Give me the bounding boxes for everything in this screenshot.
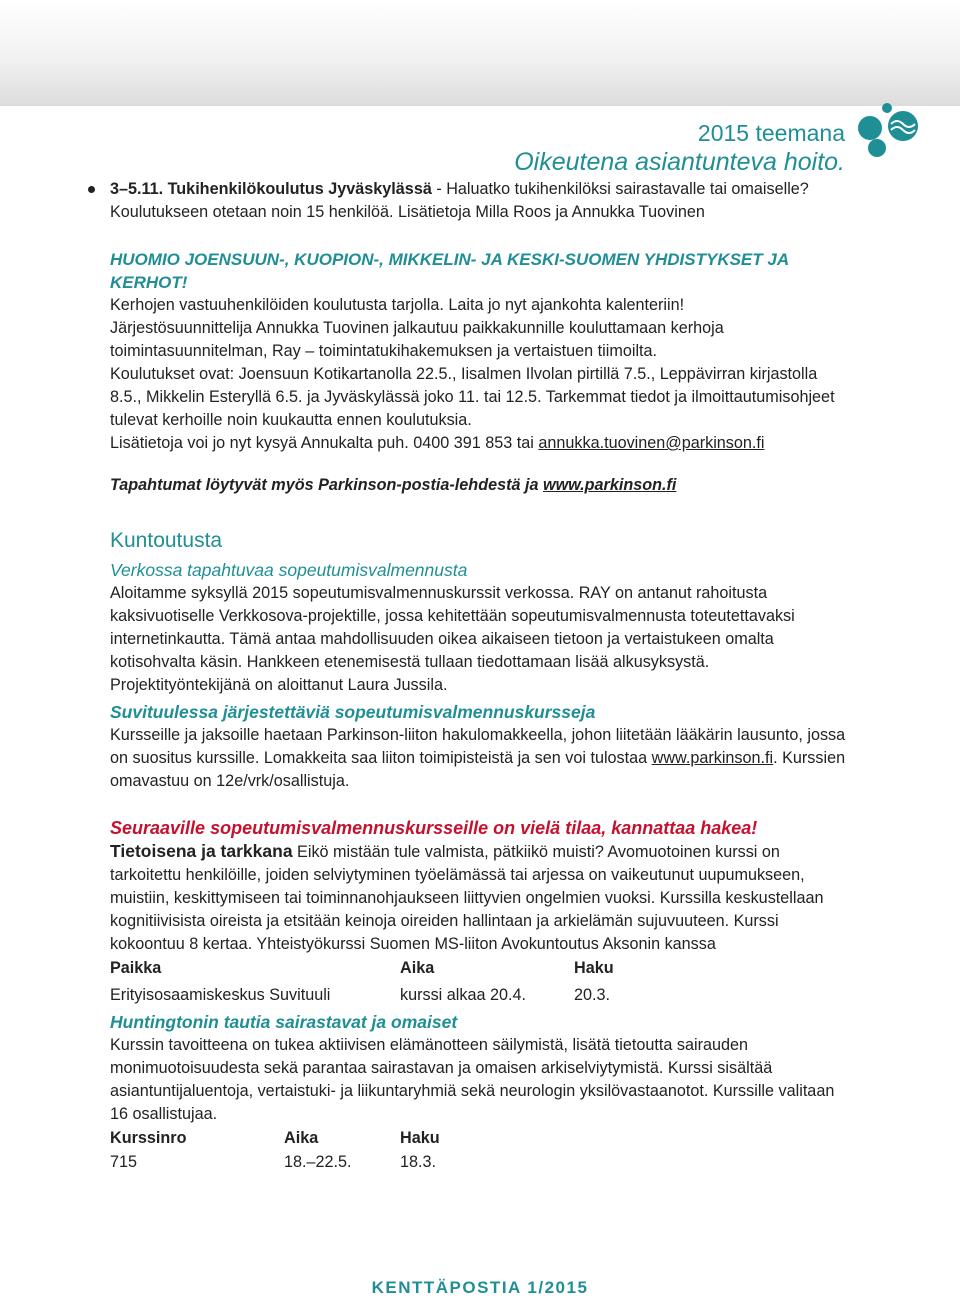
available-courses-heading: Seuraaville sopeutumisvalmennuskursseille on vielä tilaa, kannattaa hakea! <box>110 818 758 838</box>
notice-heading: HUOMIO JOENSUUN-, KUOPION-, MIKKELIN- JA KESKI-SUOMEN YHDISTYKSET JA KERHOT! <box>110 250 789 292</box>
theme-slogan: Oikeutena asiantunteva hoito. <box>514 148 845 176</box>
notice-line: Kerhojen vastuuhenkilöiden koulutusta tarjolla. Laita jo nyt ajankohta kalenteriin! <box>110 296 685 314</box>
association-logo-icon <box>853 100 923 160</box>
course-title: Tietoisena ja tarkkana <box>110 841 293 861</box>
list-item <box>110 178 852 224</box>
theme-banner <box>514 119 845 177</box>
contact-text: Lisätietoja voi jo nyt kysyä Annukalta puh. 0400 391 853 tai <box>110 434 539 452</box>
column-header: Haku <box>400 1129 440 1147</box>
notice-contact <box>110 432 852 455</box>
website-link[interactable]: www.parkinson.fi <box>651 749 774 767</box>
column-header: Paikka <box>110 959 162 977</box>
bullet-icon <box>88 186 95 193</box>
suvituuli-body <box>110 724 852 793</box>
top-band <box>0 0 960 106</box>
table-row <box>110 980 614 1007</box>
website-link[interactable]: www.parkinson.fi <box>542 476 677 494</box>
table-cell: Erityisosaamiskeskus Suvituuli <box>110 986 331 1004</box>
online-body: Aloitamme syksyllä 2015 sopeutumisvalmennuskurssit verkossa. RAY on antanut rahoitusta kaksivuotiselle Verkkosova-projektille, jossa kehitettään sopeutumisvalmennusta toteutettavaksi internetinkautta. Tämä antaa mahdollisuuden oikea aikaiseen tietoon ja vertaistukeen omalta kotisohvalta käsin. Hankkeen etenemisestä tullaan tiedottamaan lisää alkusyksystä. Projektityöntekijänä on aloittanut Laura Jussila. <box>110 584 795 694</box>
table-cell: kurssi alkaa 20.4. <box>400 986 526 1004</box>
column-header: Haku <box>574 959 614 977</box>
course-description: Kurssin tavoitteena on tukea aktiivisen elämänotteen säilymistä, lisätä tietoutta sairauden monimuotoisuudesta sekä parantaa sairastavan ja omaisen arkiselviytymistä. Kurssi sisältää asiantuntijaluentoja, vertaistuki- ja liikuntaryhmiä sekä neurologin yksilövastaanotot. Kurssille valitaan 16 osallistujaa. <box>110 1036 835 1123</box>
notice-body: Järjestösuunnittelija Annukka Tuovinen jalkautuu paikkakunnille kouluttamaan kerhoja toimintasuunnitelman, Ray – toimintatukihakemuksen ja vertaistuen tiimoilta. <box>110 319 724 360</box>
events-text: Tapahtumat löytyvät myös Parkinson-postia-lehdestä ja <box>110 476 543 494</box>
course-description: Eikö mistään tule valmista, pätkiikö muisti? Avomuotoinen kurssi on tarkoitettu henkilöille, joiden selviytyminen työelämässä tai arjessa on vaikeutunut uupumukseen, muistiin, keskittymiseen tai toiminnanohjaukseen liittyvien ongelmien vuoksi. Kurssilla keskustellaan kognitiivisista oireista ja etsitään keinoja oireiden hallintaan ja arkielämän sujuvuuteen. Kurssi kokoontuu 8 kertaa. Yhteistyökurssi Suomen MS-liiton Avokuntoutus Aksonin kanssa <box>110 843 824 953</box>
column-header: Aika <box>284 1129 319 1147</box>
course-schedule-table <box>110 956 614 1007</box>
table-header-row <box>110 956 614 980</box>
column-header: Kurssinro <box>110 1129 187 1147</box>
course-title-huntington: Huntingtonin tautia sairastavat ja omaiset <box>110 1012 458 1032</box>
suvituuli-text: Kursseille ja jaksoille haetaan Parkinson-liiton hakulomakkeella, johon liitetään lääkärin lausunto, jossa on suositus kurssille. Lomakkeita saa liiton toimipisteistä ja sen voi tulostaa <box>110 726 846 767</box>
course-tietoisena <box>110 840 852 956</box>
table-cell: 18.–22.5. <box>284 1153 352 1171</box>
events-note <box>110 474 852 497</box>
suvituuli-text-end: . Kurssien omavastuu on 12e/vrk/osallistuja. <box>110 749 846 790</box>
subsection-heading-online: Verkossa tapahtuvaa sopeutumisvalmennusta <box>110 560 468 580</box>
notice-dates: Koulutukset ovat: Joensuun Kotikartanolla 22.5., Iisalmen Ilvolan pirtillä 7.5., Leppävirran kirjastolla 8.5., Mikkelin Esteryllä 6.5. ja Jyväskylässä joko 11. tai 12.5. Tarkemmat tiedot ja ilmoittautumisohjeet tulevat kerhoille noin kuukautta ennen koulutuksia. <box>110 365 835 429</box>
subsection-heading-suvituuli: Suvituulessa järjestettäviä sopeutumisvalmennuskursseja <box>110 702 596 722</box>
column-header: Aika <box>400 959 435 977</box>
table-cell: 715 <box>110 1153 138 1171</box>
theme-year: 2015 teemana <box>697 120 845 146</box>
event-description: - Haluatko tukihenkilöksi sairastavalle tai omaiselle? Koulutukseen otetaan noin 15 henkilöä. Lisätietoja Milla Roos ja Annukka Tuovinen <box>110 180 809 221</box>
table-header-row <box>110 1126 440 1150</box>
section-title: Kuntoutusta <box>110 529 223 552</box>
table-cell: 18.3. <box>400 1153 437 1171</box>
table-row <box>110 1150 440 1174</box>
event-title: 3–5.11. Tukihenkilökoulutus Jyväskylässä <box>110 180 432 198</box>
page-footer: KENTTÄPOSTIA 1/2015 <box>371 1278 589 1297</box>
article-content <box>110 178 852 1174</box>
course-schedule-table <box>110 1126 440 1174</box>
email-link[interactable]: annukka.tuovinen@parkinson.fi <box>538 434 765 452</box>
table-cell: 20.3. <box>574 986 611 1004</box>
